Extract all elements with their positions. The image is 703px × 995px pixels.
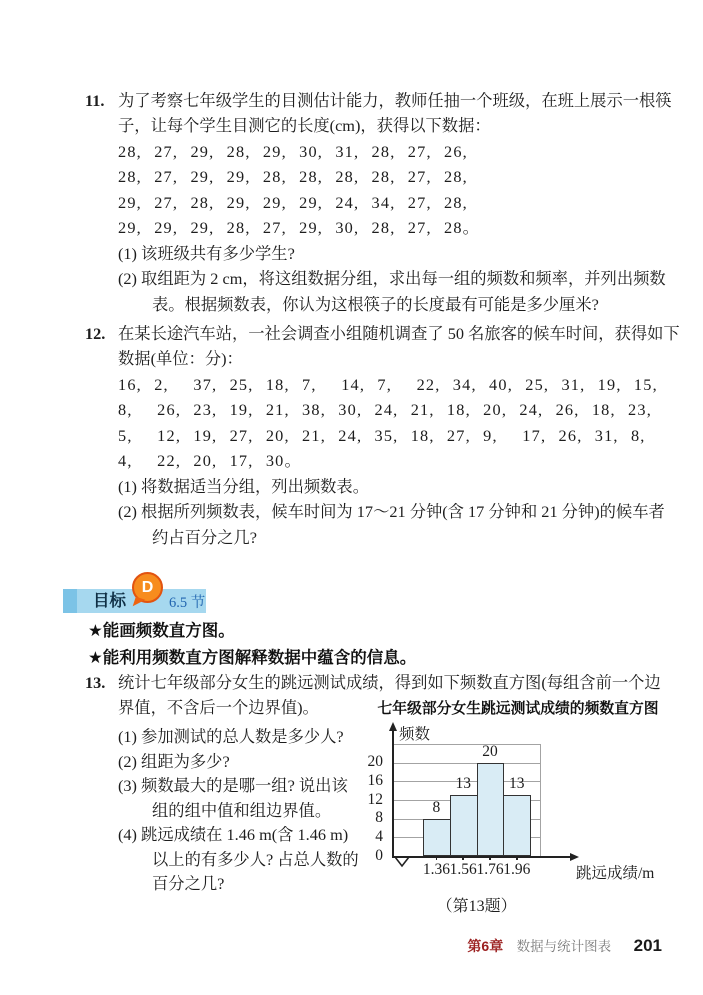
text-line: (2) 取组距为 2 cm，将这组数据分组，求出每一组的频数和频率，并列出频数 — [118, 269, 666, 289]
goal-banner-label: 目标 — [93, 592, 126, 610]
text-line: (2) 组距为多少? — [118, 751, 230, 771]
text-line: 统计七年级部分女生的跳远测试成绩，得到如下频数直方图(每组含前一个边 — [118, 673, 661, 692]
text-line: (3) 频数最大的是哪一组? 说出该 — [118, 776, 348, 796]
y-tick-label: 0 — [375, 846, 383, 864]
bar-value-label: 8 — [432, 798, 441, 816]
x-tick-label: 1.76 — [476, 861, 504, 878]
speech-bubble-tail-icon — [133, 597, 146, 610]
chart-title: 七年级部分女生跳远测试成绩的频数直方图 — [377, 701, 659, 717]
bar-value-label: 20 — [482, 742, 498, 760]
grid-right-border — [540, 744, 541, 856]
text-line: 28, 27, 29, 28, 29, 30, 31, 28, 27, 26, — [118, 141, 468, 161]
y-tick-label: 20 — [367, 753, 383, 771]
y-axis-label: 频数 — [399, 726, 431, 743]
bar — [423, 819, 451, 856]
section-reference: 6.5 节 — [169, 595, 206, 611]
bar-value-label: 13 — [455, 775, 471, 793]
text-line: 子，让每个学生目测它的长度(cm)，获得以下数据： — [118, 116, 491, 136]
text-line: (2) 根据所列频数表，候车时间为 17～21 分钟(含 17 分钟和 21 分钟)的候车者 — [118, 502, 665, 522]
problem-12-body — [118, 321, 680, 550]
goal-points-list — [88, 618, 416, 671]
text-line: 百分之几? — [152, 874, 225, 894]
page-footer — [467, 935, 662, 956]
y-tick-label: 16 — [367, 771, 383, 789]
x-axis-arrow-icon — [570, 853, 579, 861]
level-badge-icon — [132, 572, 163, 603]
text-line: 以上的有多少人? 占总人数的 — [152, 849, 359, 869]
problem-number: 11. — [85, 91, 105, 110]
text-line: (4) 跳远成绩在 1.46 m(含 1.46 m) — [118, 825, 349, 845]
problem-13-questions — [118, 725, 386, 897]
frequency-histogram — [352, 697, 692, 925]
x-axis — [392, 856, 570, 858]
problem-11 — [85, 88, 670, 317]
bar-value-label: 13 — [509, 775, 525, 793]
x-tick-label: 1.96 — [503, 861, 531, 878]
chart-plot-area — [352, 718, 692, 918]
text-line: ★能利用频数直方图解释数据中蕴含的信息。 — [88, 648, 417, 667]
text-line: (1) 参加测试的总人数是多少人? — [118, 726, 344, 746]
page-number: 201 — [633, 936, 662, 955]
text-line: ★能画频数直方图。 — [88, 622, 235, 640]
y-axis-arrow-icon — [389, 722, 397, 731]
chart-caption: （第13题） — [436, 898, 517, 915]
x-tick-label: 1.56 — [449, 861, 477, 878]
y-tick-label: 8 — [375, 809, 383, 827]
problem-number: 12. — [85, 324, 106, 343]
text-line: 16, 2, 37, 25, 18, 7, 14, 7, 22, 34, 40, 25, 31, 19, 15, — [118, 374, 658, 394]
bar — [503, 795, 531, 856]
text-line: 29, 29, 29, 28, 27, 29, 30, 28, 27, 28。 — [118, 218, 481, 238]
y-gridline — [392, 744, 540, 745]
level-badge-letter: D — [141, 579, 154, 596]
text-line: 约占百分之几? — [152, 527, 257, 547]
text-line: 4, 22, 20, 17, 30。 — [118, 451, 302, 471]
bar — [477, 763, 505, 856]
banner-accent-bar — [63, 589, 77, 613]
y-tick-label: 12 — [367, 790, 383, 808]
text-line: (1) 将数据适当分组，列出频数表。 — [118, 476, 369, 496]
y-tick-label: 4 — [375, 827, 383, 845]
text-line: 29, 27, 28, 29, 29, 29, 24, 34, 27, 28, — [118, 192, 468, 212]
text-line: 5, 12, 19, 27, 20, 21, 24, 35, 18, 27, 9, 17, 26, 31, 8, — [118, 425, 646, 445]
text-line: 28, 27, 29, 29, 28, 28, 28, 28, 27, 28, — [118, 167, 468, 187]
chapter-title: 数据与统计图表 — [516, 939, 612, 954]
text-line: 8, 26, 23, 19, 21, 38, 30, 24, 21, 18, 20, 24, 26, 18, 23, — [118, 400, 652, 420]
x-tick-label: 1.36 — [422, 861, 450, 878]
text-line: 界值，不含后一个边界值)。 — [118, 698, 319, 718]
x-axis-label: 跳远成绩/m — [576, 865, 655, 882]
text-line: 表。根据频数表，你认为这根筷子的长度最有可能是多少厘米? — [152, 294, 599, 314]
text-line: 在某长途汽车站，一社会调查小组随机调查了 50 名旅客的候车时间，获得如下 — [118, 324, 680, 343]
axis-break-icon — [395, 855, 413, 873]
problem-11-body — [118, 88, 680, 317]
problem-number: 13. — [85, 673, 106, 692]
goal-banner — [63, 579, 206, 613]
text-line: (1) 该班级共有多少学生? — [118, 243, 295, 263]
text-line: 为了考察七年级学生的目测估计能力，教师任抽一个班级，在班上展示一根筷 — [118, 91, 672, 110]
chapter-number: 第6章 — [467, 938, 504, 954]
bar — [450, 795, 478, 856]
text-line: 数据(单位：分)： — [118, 349, 243, 369]
text-line: 组的组中值和组边界值。 — [152, 800, 332, 820]
problem-12 — [85, 321, 680, 550]
y-axis — [392, 730, 394, 856]
y-gridline — [392, 763, 540, 764]
